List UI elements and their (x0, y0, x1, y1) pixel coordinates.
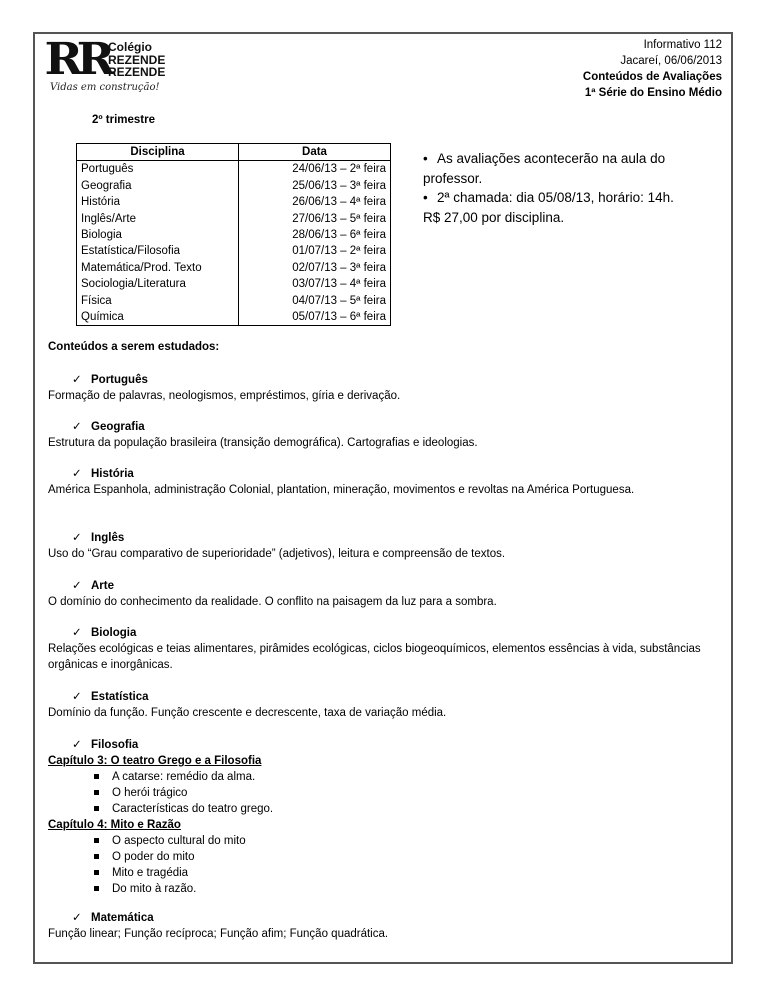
list-item: Mito e tragédia (112, 865, 728, 881)
section-text: O domínio do conhecimento da realidade. O conflito na paisagem da luz para a sombra. (48, 596, 497, 608)
bullet-icon: • (423, 151, 428, 166)
logo-tagline: Vidas em construção! (50, 82, 160, 93)
section-heading (68, 419, 728, 435)
section-heading (68, 530, 728, 546)
section-title: Geografia (91, 421, 145, 433)
table-row (77, 211, 391, 227)
cell-data: 04/07/13 – 5ª feira (239, 293, 391, 309)
check-icon: ✓ (72, 691, 82, 703)
cell-data: 01/07/13 – 2ª feira (239, 243, 391, 259)
section-historia (48, 466, 728, 498)
check-icon: ✓ (72, 468, 82, 480)
logo-names (108, 41, 165, 79)
table-row (77, 227, 391, 243)
chapter-3-title: Capítulo 3: O teatro Grego e a Filosofia (48, 755, 262, 767)
column-header-data: Data (239, 144, 391, 161)
table-row (77, 309, 391, 326)
chapter-4-title: Capítulo 4: Mito e Razão (48, 819, 181, 831)
section-title: Inglês (91, 532, 125, 544)
section-text: Uso do “Grau comparativo de superioridade” (adjetivos), leitura e compreensão de textos. (48, 548, 506, 560)
logo-line-2: REZENDE (108, 52, 166, 67)
trimestre-label: 2º trimestre (92, 114, 156, 126)
cell-data: 05/07/13 – 6ª feira (239, 309, 391, 326)
column-header-disciplina: Disciplina (77, 144, 239, 161)
check-icon: ✓ (72, 580, 82, 592)
section-text: Função linear; Função recíproca; Função afim; Função quadrática. (48, 928, 389, 940)
section-text: Domínio da função. Função crescente e decrescente, taxa de variação média. (48, 707, 447, 719)
header-grade: 1ª Série do Ensino Médio (584, 87, 722, 99)
section-title: Biologia (91, 627, 137, 639)
logo-line-3: REZENDE (108, 65, 166, 79)
check-icon: ✓ (72, 739, 82, 751)
table-row (77, 293, 391, 309)
section-title: Filosofia (91, 739, 139, 751)
section-text: América Espanhola, administração Colonial, plantation, mineração, movimentos e revoltas na América Portuguesa. (48, 484, 635, 496)
cell-disciplina: Física (77, 293, 239, 309)
table-row (77, 178, 391, 194)
section-heading (68, 372, 728, 388)
cell-disciplina: Estatística/Filosofia (77, 243, 239, 259)
check-icon: ✓ (72, 421, 82, 433)
section-geografia (48, 419, 728, 451)
check-icon: ✓ (72, 532, 82, 544)
section-text: Relações ecológicas e teias alimentares, pirâmides ecológicas, ciclos biogeoquímicos, elementos essências à vida, substâncias orgânicas e inorgânicas. (48, 643, 701, 671)
section-portugues (48, 372, 728, 404)
note-text: As avaliações acontecerão na aula do professor. (423, 151, 666, 186)
section-text: Estrutura da população brasileira (transição demográfica). Cartografias e ideologias. (48, 437, 478, 449)
cell-disciplina: Matemática/Prod. Texto (77, 260, 239, 276)
table-row (77, 161, 391, 178)
list-item: Características do teatro grego. (112, 801, 728, 817)
section-title: Português (91, 374, 148, 386)
conteudos-title: Conteúdos a serem estudados: (48, 341, 220, 353)
section-heading (68, 689, 728, 705)
section-heading (68, 578, 728, 594)
cell-disciplina: Química (77, 309, 239, 326)
school-logo (44, 34, 176, 94)
header-date: Jacareí, 06/06/2013 (620, 55, 722, 67)
note-item (423, 149, 713, 188)
section-title: Matemática (91, 912, 154, 924)
check-icon: ✓ (72, 627, 82, 639)
list-item: Do mito à razão. (112, 881, 728, 897)
chapter-3-list (68, 769, 728, 817)
section-heading (68, 625, 728, 641)
section-title: Arte (91, 580, 115, 592)
section-text: Formação de palavras, neologismos, empréstimos, gíria e derivação. (48, 390, 401, 402)
note-text: 2ª chamada: dia 05/08/13, horário: 14h. (437, 190, 674, 205)
cell-data: 25/06/13 – 3ª feira (239, 178, 391, 194)
cell-disciplina: Geografia (77, 178, 239, 194)
list-item: A catarse: remédio da alma. (112, 769, 728, 785)
section-title: História (91, 468, 134, 480)
cell-disciplina: Inglês/Arte (77, 211, 239, 227)
cell-data: 27/06/13 – 5ª feira (239, 211, 391, 227)
exam-notes (423, 149, 713, 227)
section-heading (68, 910, 728, 926)
list-item: O herói trágico (112, 785, 728, 801)
logo-mark: RR (44, 34, 109, 85)
list-item: O aspecto cultural do mito (112, 833, 728, 849)
section-title: Estatística (91, 691, 149, 703)
section-biologia (48, 625, 728, 673)
header-title: Conteúdos de Avaliações (582, 71, 722, 83)
cell-data: 28/06/13 – 6ª feira (239, 227, 391, 243)
logo-line-1: Colégio (108, 40, 152, 54)
section-ingles (48, 530, 728, 562)
bullet-icon: • (423, 190, 428, 205)
cell-disciplina: Português (77, 161, 239, 178)
document-header (583, 37, 722, 101)
table-row (77, 276, 391, 292)
cell-disciplina: História (77, 194, 239, 210)
cell-disciplina: Biologia (77, 227, 239, 243)
check-icon: ✓ (72, 374, 82, 386)
chapter-4-list (68, 833, 728, 897)
section-matematica (48, 910, 728, 942)
table-row (77, 243, 391, 259)
note-text-continued: R$ 27,00 por disciplina. (423, 209, 565, 225)
section-estatistica (48, 689, 728, 721)
exam-schedule-table (76, 143, 391, 326)
cell-data: 03/07/13 – 4ª feira (239, 276, 391, 292)
section-arte (48, 578, 728, 610)
section-heading (68, 466, 728, 482)
table-row (77, 260, 391, 276)
list-item: O poder do mito (112, 849, 728, 865)
section-filosofia (48, 737, 728, 897)
section-heading (68, 737, 728, 753)
check-icon: ✓ (72, 912, 82, 924)
cell-data: 24/06/13 – 2ª feira (239, 161, 391, 178)
cell-data: 26/06/13 – 4ª feira (239, 194, 391, 210)
note-item (423, 188, 713, 208)
cell-data: 02/07/13 – 3ª feira (239, 260, 391, 276)
header-informativo: Informativo 112 (643, 39, 722, 51)
table-row (77, 194, 391, 210)
cell-disciplina: Sociologia/Literatura (77, 276, 239, 292)
table-header-row (77, 144, 391, 161)
